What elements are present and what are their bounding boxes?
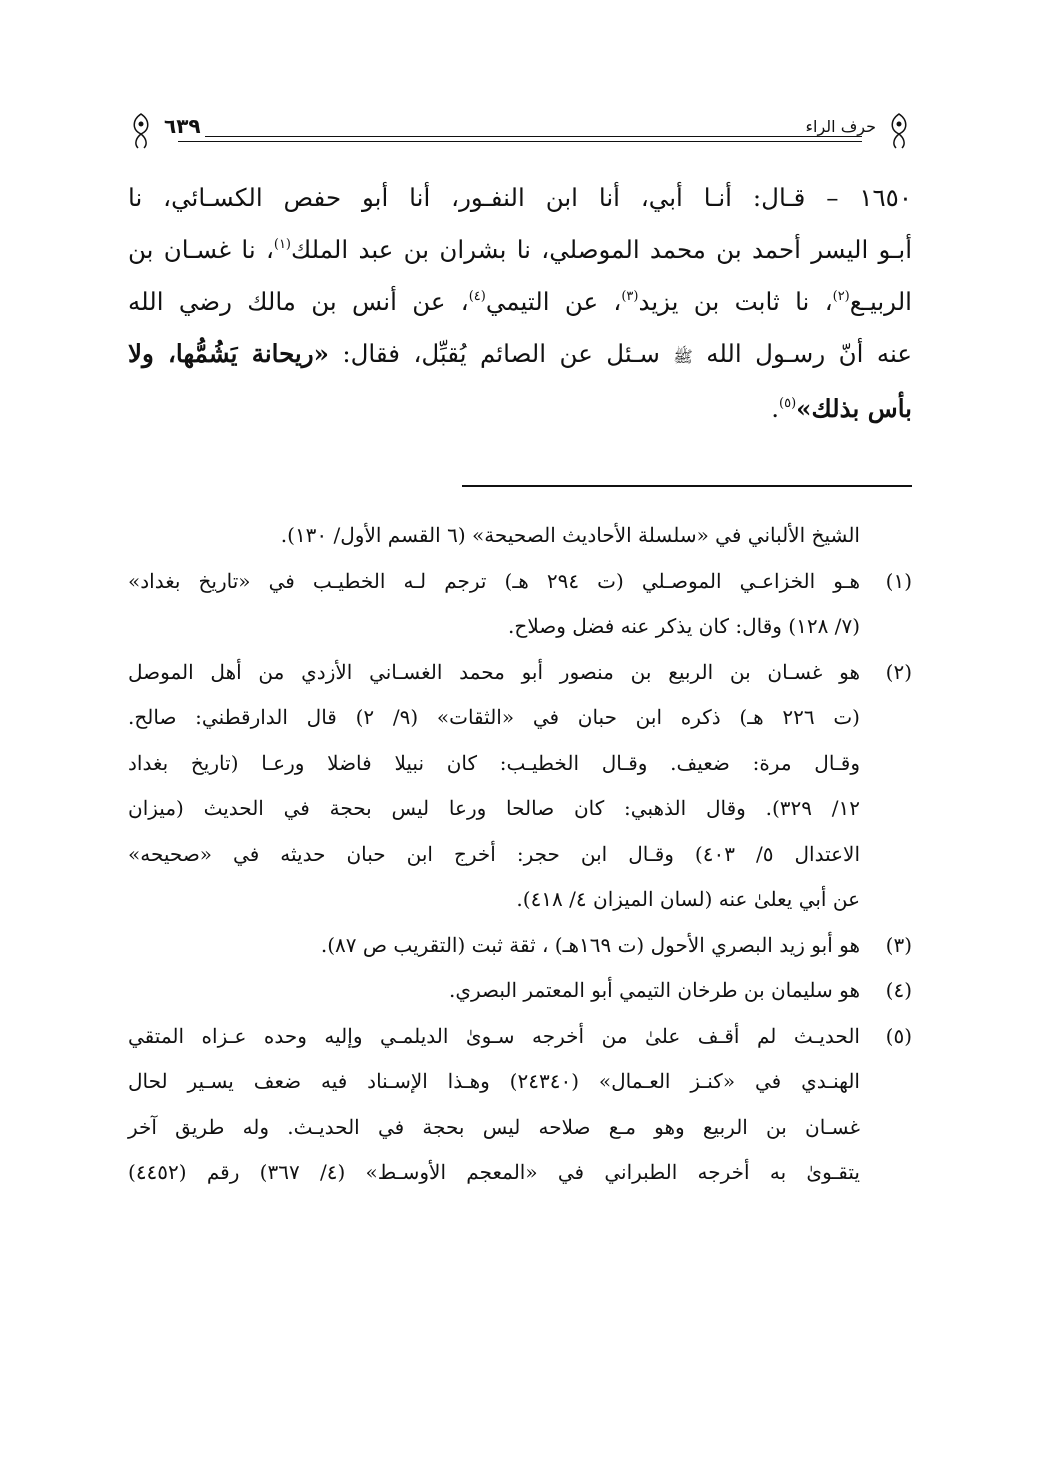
header-rule: [178, 136, 862, 142]
text-line-content: ، نا غسـان بن: [128, 235, 274, 264]
footnote-line: هو غسـان بن الربيع بن منصور أبو محمد الغسـاني الأزدي من أهل الموصل: [128, 659, 860, 684]
footnote-number: (١): [885, 568, 912, 593]
footnote-continuation: [128, 513, 912, 559]
text-line-content: الربيـع: [849, 287, 912, 316]
footnote-ref[interactable]: (١): [273, 237, 291, 252]
footnote-number: (٣): [885, 932, 912, 957]
footnote-1: [128, 559, 912, 650]
hadith-text: [128, 172, 912, 435]
text-line-content: أبـو اليسر أحمد بن محمد الموصلي، نا بشران بن عبد الملك: [291, 235, 913, 264]
footnote-number: (٥): [885, 1023, 912, 1048]
text-line-content: ، نا ثابت بن يزيد: [638, 287, 833, 316]
chapter-title: حرف الراء: [801, 117, 880, 136]
footnote-line: هو أبو زيد البصري الأحول (ت ١٦٩هـ) ، ثقة ثبت (التقريب ص ٨٧).: [320, 932, 860, 957]
prophetic-saying: بأس بذلك»: [796, 394, 912, 423]
salawat-glyph: ﷺ: [673, 347, 693, 366]
footnote-ref[interactable]: (٣): [621, 289, 639, 304]
footnote-line: الاعتدال ٥/ ٤٠٣) وقـال ابن حجر: أخرج ابن حبان حديثه في «صحيحه»: [128, 841, 861, 866]
footnote-line: عن أبي يعلىٰ عنه (لسان الميزان ٤/ ٤١٨).: [516, 887, 860, 911]
text-line: [128, 276, 912, 328]
footnote-divider: [462, 485, 912, 487]
footnote-line: ١٢/ ٣٢٩). وقال الذهبي: كان صالحا ورعا ليس بحجة في الحديث (ميزان: [128, 796, 860, 820]
footnote-ref[interactable]: (٢): [832, 289, 850, 304]
footnote-ref[interactable]: (٥): [779, 396, 797, 411]
footnote-5: [128, 1014, 912, 1196]
footnote-line: الحديـث لم أقـف علىٰ من أخرجه سـوىٰ الديلمـي وإليه وحده عـزاه المتقي: [128, 1023, 860, 1048]
footnote-number: (٤): [885, 978, 912, 1002]
footnotes: [128, 513, 912, 1196]
text-line-content: سـئل عن الصائم يُقبِّل، فقال:: [342, 339, 660, 368]
text-line: [128, 172, 912, 224]
header-ornament-left-icon: [128, 112, 154, 150]
footnote-line: هو سليمان بن طرخان التيمي أبو المعتمر البصري.: [448, 978, 860, 1002]
text-line: [128, 224, 912, 276]
text-line-content: عنه أنّ رسـول الله: [706, 339, 913, 368]
footnote-line: يتقـوىٰ به أخرجه الطبراني في «المعجم الأوسـط» (٤/ ٣٦٧) رقم (٤٤٥٢): [128, 1160, 860, 1184]
text-line-content: ١٦٥٠ – قـال: أنـا أبي، أنا ابن النفـور، أنا أبو حفص الكسـائي، نا: [128, 183, 912, 212]
footnote-line: غسـان بن الربيع وهو مـع صلاحه ليس بحجة في الحديـث. وله طريق آخر: [128, 1114, 860, 1139]
footnote-text: الشيخ الألباني في «سلسلة الأحاديث الصحيحة» (٦ القسم الأول/ ١٣٠).: [280, 523, 860, 547]
prophetic-saying: «ريحانة يَشُمُّها، ولا: [128, 339, 329, 368]
footnote-line: (٧/ ١٢٨) وقال: كان يذكر عنه فضل وصلاح.: [508, 614, 860, 638]
footnote-3: [128, 923, 912, 969]
footnote-text: [128, 968, 860, 1014]
text-line-content: .: [771, 394, 780, 423]
text-line: [128, 383, 912, 435]
footnote-line: (ت ٢٢٦ هـ) ذكره ابن حبان في «الثقات» (٩/ ٢) قال الدارقطني: صالح.: [128, 705, 860, 729]
footnote-line: الهنـدي في «كنـز العـمال» (٢٤٣٤٠) وهـذا الإسـناد فيه ضعف يسـير لحال: [128, 1069, 860, 1093]
text-line-content: ، عن أنس بن مالك رضي الله: [128, 287, 469, 316]
footnote-2: [128, 650, 912, 923]
text-line: [128, 328, 912, 383]
footnote-text: [128, 923, 860, 969]
footnote-number-empty: [860, 513, 912, 559]
page-number: ٦٣٩: [160, 114, 205, 138]
footnote-line: وقـال مرة: ضعيف. وقـال الخطيـب: كان نبيلا فاضلا ورعـا (تاريخ بغداد: [128, 750, 860, 775]
text-line-content: ، عن التيمي: [485, 287, 622, 316]
footnote-4: [128, 968, 912, 1014]
footnote-text: [128, 650, 860, 923]
header-ornament-right-icon: [886, 112, 912, 150]
footnote-text: [128, 1014, 860, 1196]
footnote-ref[interactable]: (٤): [468, 289, 486, 304]
footnote-text: [128, 559, 860, 650]
footnote-number: (٢): [885, 659, 912, 684]
footnote-line: هـو الخزاعـي الموصـلي (ت ٢٩٤ هـ) ترجم لـه الخطيـب في «تاريخ بغداد»: [128, 568, 861, 593]
running-header: [128, 108, 912, 150]
